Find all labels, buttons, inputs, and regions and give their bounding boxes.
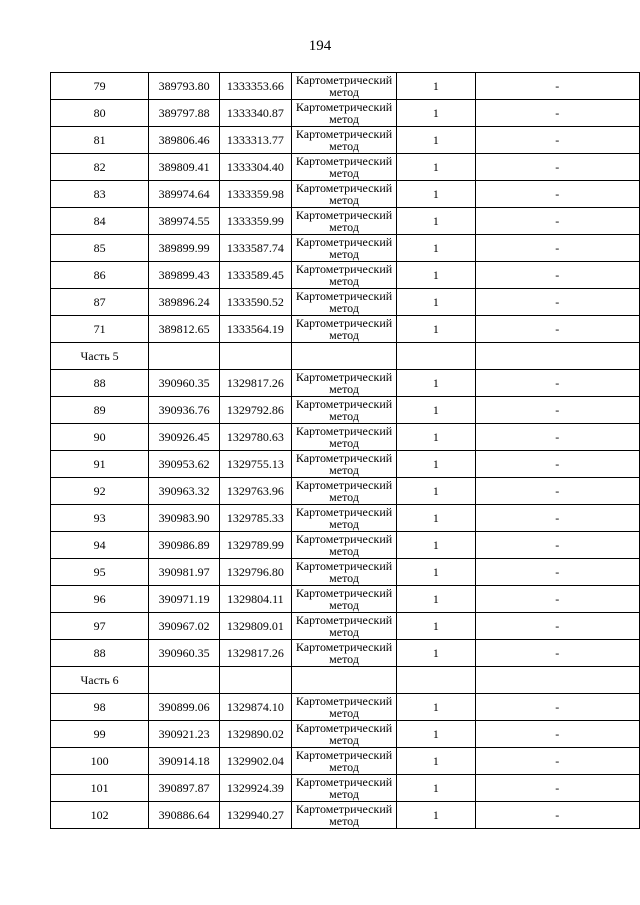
method-cell bbox=[291, 775, 397, 802]
description-cell: - bbox=[475, 505, 640, 532]
empty-cell bbox=[220, 667, 292, 694]
description-cell: - bbox=[475, 478, 640, 505]
description-cell: - bbox=[475, 586, 640, 613]
table-row bbox=[51, 613, 640, 640]
table-row bbox=[51, 478, 640, 505]
x-coordinate-cell: 389899.43 bbox=[149, 262, 220, 289]
description-cell: - bbox=[475, 262, 640, 289]
method-cell bbox=[291, 586, 397, 613]
x-coordinate-cell: 390960.35 bbox=[149, 370, 220, 397]
point-number-cell: 92 bbox=[51, 478, 149, 505]
accuracy-cell: 1 bbox=[397, 505, 475, 532]
method-label-line1: Картометрический bbox=[295, 721, 393, 735]
section-header-row bbox=[51, 667, 640, 694]
point-number-cell: 98 bbox=[51, 694, 149, 721]
point-number-cell: 100 bbox=[51, 748, 149, 775]
point-number-cell: 95 bbox=[51, 559, 149, 586]
accuracy-cell: 1 bbox=[397, 154, 475, 181]
y-coordinate-cell: 1333340.87 bbox=[220, 100, 292, 127]
point-number-cell: 84 bbox=[51, 208, 149, 235]
page-number: 194 bbox=[308, 38, 332, 54]
table-row bbox=[51, 451, 640, 478]
description-cell: - bbox=[475, 694, 640, 721]
x-coordinate-cell: 390981.97 bbox=[149, 559, 220, 586]
method-label-line2: метод bbox=[329, 463, 359, 477]
coordinates-table bbox=[50, 72, 640, 829]
y-coordinate-cell: 1333353.66 bbox=[220, 73, 292, 100]
method-label-line1: Картометрический bbox=[295, 370, 393, 384]
method-cell bbox=[291, 100, 397, 127]
table-row bbox=[51, 370, 640, 397]
method-label-line1: Картометрический bbox=[295, 802, 393, 816]
description-cell: - bbox=[475, 127, 640, 154]
y-coordinate-cell: 1333359.99 bbox=[220, 208, 292, 235]
point-number-cell: 71 bbox=[51, 316, 149, 343]
table-row bbox=[51, 721, 640, 748]
point-number-cell: 88 bbox=[51, 640, 149, 667]
description-cell: - bbox=[475, 316, 640, 343]
method-cell bbox=[291, 613, 397, 640]
accuracy-cell: 1 bbox=[397, 73, 475, 100]
table-row bbox=[51, 289, 640, 316]
point-number-cell: 80 bbox=[51, 100, 149, 127]
method-cell bbox=[291, 262, 397, 289]
description-cell: - bbox=[475, 73, 640, 100]
table-row bbox=[51, 802, 640, 829]
x-coordinate-cell: 389974.55 bbox=[149, 208, 220, 235]
method-label-line1: Картометрический bbox=[295, 505, 393, 519]
method-cell bbox=[291, 532, 397, 559]
description-cell: - bbox=[475, 181, 640, 208]
y-coordinate-cell: 1329763.96 bbox=[220, 478, 292, 505]
y-coordinate-cell: 1333564.19 bbox=[220, 316, 292, 343]
method-cell bbox=[291, 127, 397, 154]
y-coordinate-cell: 1329924.39 bbox=[220, 775, 292, 802]
point-number-cell: 85 bbox=[51, 235, 149, 262]
point-number-cell: 96 bbox=[51, 586, 149, 613]
empty-cell bbox=[291, 343, 397, 370]
empty-cell bbox=[149, 667, 220, 694]
x-coordinate-cell: 390899.06 bbox=[149, 694, 220, 721]
x-coordinate-cell: 390960.35 bbox=[149, 640, 220, 667]
method-cell bbox=[291, 289, 397, 316]
point-number-cell: 91 bbox=[51, 451, 149, 478]
x-coordinate-cell: 389896.24 bbox=[149, 289, 220, 316]
table-row bbox=[51, 532, 640, 559]
table-row bbox=[51, 154, 640, 181]
method-label-line2: метод bbox=[329, 301, 359, 315]
method-label-line1: Картометрический bbox=[295, 586, 393, 600]
description-cell: - bbox=[475, 721, 640, 748]
method-label-line1: Картометрический bbox=[295, 262, 393, 276]
x-coordinate-cell: 389797.88 bbox=[149, 100, 220, 127]
point-number-cell: 86 bbox=[51, 262, 149, 289]
x-coordinate-cell: 390936.76 bbox=[149, 397, 220, 424]
table-row bbox=[51, 127, 640, 154]
x-coordinate-cell: 390967.02 bbox=[149, 613, 220, 640]
description-cell: - bbox=[475, 289, 640, 316]
method-label-line2: метод bbox=[329, 706, 359, 720]
method-label-line2: метод bbox=[329, 166, 359, 180]
table-row bbox=[51, 559, 640, 586]
method-label-line1: Картометрический bbox=[295, 532, 393, 546]
empty-cell bbox=[475, 667, 640, 694]
method-cell bbox=[291, 370, 397, 397]
accuracy-cell: 1 bbox=[397, 694, 475, 721]
accuracy-cell: 1 bbox=[397, 208, 475, 235]
x-coordinate-cell: 389899.99 bbox=[149, 235, 220, 262]
description-cell: - bbox=[475, 235, 640, 262]
method-label-line1: Картометрический bbox=[295, 748, 393, 762]
point-number-cell: 82 bbox=[51, 154, 149, 181]
method-label-line1: Картометрический bbox=[295, 127, 393, 141]
table-row bbox=[51, 100, 640, 127]
accuracy-cell: 1 bbox=[397, 748, 475, 775]
description-cell: - bbox=[475, 613, 640, 640]
method-label-line2: метод bbox=[329, 571, 359, 585]
y-coordinate-cell: 1329755.13 bbox=[220, 451, 292, 478]
method-label-line1: Картометрический bbox=[295, 640, 393, 654]
method-label-line1: Картометрический bbox=[295, 397, 393, 411]
x-coordinate-cell: 389793.80 bbox=[149, 73, 220, 100]
method-cell bbox=[291, 478, 397, 505]
description-cell: - bbox=[475, 208, 640, 235]
accuracy-cell: 1 bbox=[397, 316, 475, 343]
method-cell bbox=[291, 559, 397, 586]
method-label-line2: метод bbox=[329, 274, 359, 288]
description-cell: - bbox=[475, 559, 640, 586]
method-cell bbox=[291, 424, 397, 451]
method-label-line2: метод bbox=[329, 544, 359, 558]
table-row bbox=[51, 775, 640, 802]
accuracy-cell: 1 bbox=[397, 289, 475, 316]
method-cell bbox=[291, 316, 397, 343]
method-label-line1: Картометрический bbox=[295, 181, 393, 195]
method-label-line2: метод bbox=[329, 652, 359, 666]
description-cell: - bbox=[475, 451, 640, 478]
method-cell bbox=[291, 505, 397, 532]
y-coordinate-cell: 1329817.26 bbox=[220, 370, 292, 397]
method-label-line2: метод bbox=[329, 247, 359, 261]
table-row bbox=[51, 73, 640, 100]
accuracy-cell: 1 bbox=[397, 640, 475, 667]
table-row bbox=[51, 424, 640, 451]
method-cell bbox=[291, 397, 397, 424]
point-number-cell: 102 bbox=[51, 802, 149, 829]
y-coordinate-cell: 1329874.10 bbox=[220, 694, 292, 721]
point-number-cell: 99 bbox=[51, 721, 149, 748]
method-label-line1: Картометрический bbox=[295, 100, 393, 114]
table-row bbox=[51, 694, 640, 721]
method-label-line1: Картометрический bbox=[295, 478, 393, 492]
accuracy-cell: 1 bbox=[397, 127, 475, 154]
method-label-line1: Картометрический bbox=[295, 316, 393, 330]
description-cell: - bbox=[475, 397, 640, 424]
table-row bbox=[51, 208, 640, 235]
accuracy-cell: 1 bbox=[397, 775, 475, 802]
method-label-line2: метод bbox=[329, 625, 359, 639]
empty-cell bbox=[475, 343, 640, 370]
table-row bbox=[51, 640, 640, 667]
accuracy-cell: 1 bbox=[397, 586, 475, 613]
method-cell bbox=[291, 154, 397, 181]
method-label-line1: Картометрический bbox=[295, 424, 393, 438]
y-coordinate-cell: 1333313.77 bbox=[220, 127, 292, 154]
x-coordinate-cell: 390963.32 bbox=[149, 478, 220, 505]
accuracy-cell: 1 bbox=[397, 424, 475, 451]
description-cell: - bbox=[475, 802, 640, 829]
y-coordinate-cell: 1329902.04 bbox=[220, 748, 292, 775]
method-label-line2: метод bbox=[329, 760, 359, 774]
method-label-line1: Картометрический bbox=[295, 73, 393, 87]
empty-cell bbox=[149, 343, 220, 370]
accuracy-cell: 1 bbox=[397, 451, 475, 478]
method-cell bbox=[291, 451, 397, 478]
description-cell: - bbox=[475, 775, 640, 802]
method-label-line2: метод bbox=[329, 733, 359, 747]
method-label-line2: метод bbox=[329, 139, 359, 153]
table-row bbox=[51, 316, 640, 343]
y-coordinate-cell: 1329792.86 bbox=[220, 397, 292, 424]
method-label-line2: метод bbox=[329, 409, 359, 423]
y-coordinate-cell: 1333304.40 bbox=[220, 154, 292, 181]
table-row bbox=[51, 397, 640, 424]
y-coordinate-cell: 1329789.99 bbox=[220, 532, 292, 559]
accuracy-cell: 1 bbox=[397, 559, 475, 586]
y-coordinate-cell: 1329780.63 bbox=[220, 424, 292, 451]
point-number-cell: 88 bbox=[51, 370, 149, 397]
method-label-line1: Картометрический bbox=[295, 154, 393, 168]
table-row bbox=[51, 586, 640, 613]
table-row bbox=[51, 235, 640, 262]
y-coordinate-cell: 1329817.26 bbox=[220, 640, 292, 667]
x-coordinate-cell: 390983.90 bbox=[149, 505, 220, 532]
y-coordinate-cell: 1333359.98 bbox=[220, 181, 292, 208]
x-coordinate-cell: 389974.64 bbox=[149, 181, 220, 208]
method-label-line1: Картометрический bbox=[295, 559, 393, 573]
method-label-line2: метод bbox=[329, 112, 359, 126]
empty-cell bbox=[397, 343, 475, 370]
accuracy-cell: 1 bbox=[397, 532, 475, 559]
method-label-line2: метод bbox=[329, 193, 359, 207]
method-label-line2: метод bbox=[329, 598, 359, 612]
accuracy-cell: 1 bbox=[397, 370, 475, 397]
method-cell bbox=[291, 640, 397, 667]
point-number-cell: 101 bbox=[51, 775, 149, 802]
y-coordinate-cell: 1329890.02 bbox=[220, 721, 292, 748]
method-cell bbox=[291, 748, 397, 775]
x-coordinate-cell: 389806.46 bbox=[149, 127, 220, 154]
x-coordinate-cell: 389809.41 bbox=[149, 154, 220, 181]
method-cell bbox=[291, 73, 397, 100]
description-cell: - bbox=[475, 100, 640, 127]
accuracy-cell: 1 bbox=[397, 478, 475, 505]
y-coordinate-cell: 1329785.33 bbox=[220, 505, 292, 532]
method-label-line2: метод bbox=[329, 814, 359, 828]
section-header-label: Часть 5 bbox=[51, 343, 149, 370]
method-label-line2: метод bbox=[329, 220, 359, 234]
description-cell: - bbox=[475, 640, 640, 667]
empty-cell bbox=[397, 667, 475, 694]
method-cell bbox=[291, 802, 397, 829]
method-label-line2: метод bbox=[329, 85, 359, 99]
y-coordinate-cell: 1329796.80 bbox=[220, 559, 292, 586]
accuracy-cell: 1 bbox=[397, 802, 475, 829]
description-cell: - bbox=[475, 532, 640, 559]
method-label-line1: Картометрический bbox=[295, 694, 393, 708]
method-label-line1: Картометрический bbox=[295, 613, 393, 627]
section-header-label: Часть 6 bbox=[51, 667, 149, 694]
method-label-line2: метод bbox=[329, 328, 359, 342]
method-cell bbox=[291, 721, 397, 748]
table-row bbox=[51, 748, 640, 775]
x-coordinate-cell: 390914.18 bbox=[149, 748, 220, 775]
point-number-cell: 90 bbox=[51, 424, 149, 451]
description-cell: - bbox=[475, 424, 640, 451]
point-number-cell: 89 bbox=[51, 397, 149, 424]
accuracy-cell: 1 bbox=[397, 235, 475, 262]
method-cell bbox=[291, 235, 397, 262]
accuracy-cell: 1 bbox=[397, 721, 475, 748]
x-coordinate-cell: 390921.23 bbox=[149, 721, 220, 748]
description-cell: - bbox=[475, 154, 640, 181]
method-label-line1: Картометрический bbox=[295, 208, 393, 222]
point-number-cell: 87 bbox=[51, 289, 149, 316]
method-label-line1: Картометрический bbox=[295, 775, 393, 789]
y-coordinate-cell: 1329809.01 bbox=[220, 613, 292, 640]
description-cell: - bbox=[475, 748, 640, 775]
method-cell bbox=[291, 181, 397, 208]
y-coordinate-cell: 1333587.74 bbox=[220, 235, 292, 262]
point-number-cell: 97 bbox=[51, 613, 149, 640]
point-number-cell: 81 bbox=[51, 127, 149, 154]
method-label-line2: метод bbox=[329, 436, 359, 450]
x-coordinate-cell: 390971.19 bbox=[149, 586, 220, 613]
accuracy-cell: 1 bbox=[397, 613, 475, 640]
x-coordinate-cell: 390926.45 bbox=[149, 424, 220, 451]
coordinates-table-body bbox=[51, 73, 640, 829]
method-label-line2: метод bbox=[329, 382, 359, 396]
point-number-cell: 93 bbox=[51, 505, 149, 532]
accuracy-cell: 1 bbox=[397, 100, 475, 127]
method-label-line2: метод bbox=[329, 787, 359, 801]
x-coordinate-cell: 390897.87 bbox=[149, 775, 220, 802]
method-label-line1: Картометрический bbox=[295, 235, 393, 249]
x-coordinate-cell: 390953.62 bbox=[149, 451, 220, 478]
point-number-cell: 94 bbox=[51, 532, 149, 559]
y-coordinate-cell: 1333589.45 bbox=[220, 262, 292, 289]
empty-cell bbox=[291, 667, 397, 694]
accuracy-cell: 1 bbox=[397, 397, 475, 424]
method-label-line2: метод bbox=[329, 490, 359, 504]
table-row bbox=[51, 262, 640, 289]
section-header-row bbox=[51, 343, 640, 370]
point-number-cell: 83 bbox=[51, 181, 149, 208]
accuracy-cell: 1 bbox=[397, 262, 475, 289]
description-cell: - bbox=[475, 370, 640, 397]
table-row bbox=[51, 505, 640, 532]
x-coordinate-cell: 390886.64 bbox=[149, 802, 220, 829]
accuracy-cell: 1 bbox=[397, 181, 475, 208]
point-number-cell: 79 bbox=[51, 73, 149, 100]
y-coordinate-cell: 1329804.11 bbox=[220, 586, 292, 613]
method-label-line1: Картометрический bbox=[295, 289, 393, 303]
empty-cell bbox=[220, 343, 292, 370]
x-coordinate-cell: 389812.65 bbox=[149, 316, 220, 343]
x-coordinate-cell: 390986.89 bbox=[149, 532, 220, 559]
method-label-line1: Картометрический bbox=[295, 451, 393, 465]
y-coordinate-cell: 1329940.27 bbox=[220, 802, 292, 829]
method-cell bbox=[291, 208, 397, 235]
y-coordinate-cell: 1333590.52 bbox=[220, 289, 292, 316]
method-cell bbox=[291, 694, 397, 721]
table-row bbox=[51, 181, 640, 208]
method-label-line2: метод bbox=[329, 517, 359, 531]
